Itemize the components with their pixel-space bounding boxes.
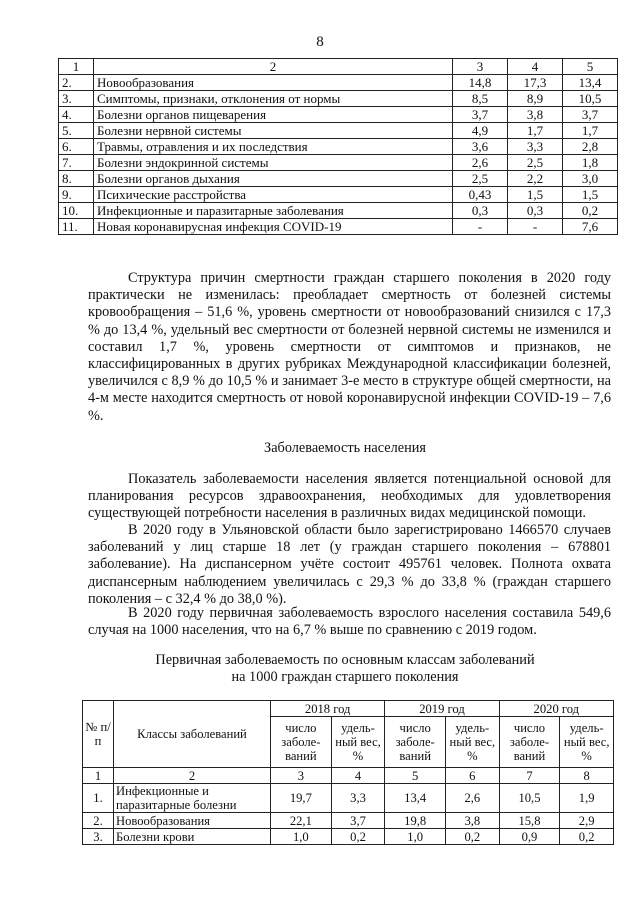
header-cell-share: удель-ный вес, % [331, 717, 385, 768]
header-cell-class: Классы заболеваний [114, 701, 271, 768]
cell: 6. [59, 139, 94, 155]
header-cell: 1 [59, 59, 94, 75]
cell: 22,1 [271, 813, 332, 829]
cell: 2,8 [563, 139, 618, 155]
table-row [59, 219, 618, 235]
cell: 17,3 [508, 75, 563, 91]
table-row [83, 829, 614, 845]
header-cell-share: удель-ный вес, % [560, 717, 614, 768]
cell: 1,8 [563, 155, 618, 171]
cell: 3,6 [453, 139, 508, 155]
cell: 15,8 [499, 813, 560, 829]
cell: 19,8 [385, 813, 446, 829]
cell: Новая коронавирусная инфекция COVID-19 [94, 219, 453, 235]
cell: 9. [59, 187, 94, 203]
cell: Болезни органов дыхания [94, 171, 453, 187]
cell: 6 [446, 768, 500, 784]
cell: 4. [59, 107, 94, 123]
table-row [59, 107, 618, 123]
cell: 8,9 [508, 91, 563, 107]
cell: 8. [59, 171, 94, 187]
cell: 2 [114, 768, 271, 784]
cell: 10,5 [563, 91, 618, 107]
cell: 7,6 [563, 219, 618, 235]
header-cell: 5 [563, 59, 618, 75]
cell: 3,7 [453, 107, 508, 123]
section-title: Заболеваемость населения [264, 440, 426, 456]
cell: Болезни нервной системы [94, 123, 453, 139]
cell: 0,2 [331, 829, 385, 845]
cell: 1 [83, 768, 114, 784]
table-row [59, 123, 618, 139]
cell: 1,0 [271, 829, 332, 845]
cell: 2,9 [560, 813, 614, 829]
header-cell: 4 [508, 59, 563, 75]
page-number: 8 [316, 34, 324, 50]
cell: 1,5 [508, 187, 563, 203]
cell: 1,7 [563, 123, 618, 139]
cell: 2,5 [453, 171, 508, 187]
cell: Симптомы, признаки, отклонения от нормы [94, 91, 453, 107]
cell: 13,4 [563, 75, 618, 91]
cell: 3. [59, 91, 94, 107]
cell: 11. [59, 219, 94, 235]
header-cell: 2 [94, 59, 453, 75]
cell: 1,9 [560, 784, 614, 813]
morbidity-table [82, 700, 614, 845]
paragraph-morbidity-stats: В 2020 году в Ульяновской области было зарегистрировано 1466570 случаев заболеваний у лиц старше 18 лет (у граждан старшего поколения – 678801 заболевание). На диспансерном учёте состоит 495761 человек. Полнота охвата диспансерным наблюдением увеличилась с 29,3 % до 33,8 % (граждан старшего поколения – с 32,4 % до 38,0 %). [88, 522, 611, 607]
cell: 2. [59, 75, 94, 91]
cell: 1,7 [508, 123, 563, 139]
cell: 5. [59, 123, 94, 139]
table-row [59, 171, 618, 187]
table-row [59, 155, 618, 171]
cell: 3,8 [446, 813, 500, 829]
header-cell-count: число заболе-ваний [271, 717, 332, 768]
cell: 2. [83, 813, 114, 829]
header-cell-count: число заболе-ваний [385, 717, 446, 768]
cell: 19,7 [271, 784, 332, 813]
table-row [83, 784, 614, 813]
cell: 0,2 [446, 829, 500, 845]
cell: 3 [271, 768, 332, 784]
cell: 5 [385, 768, 446, 784]
table-row [59, 75, 618, 91]
cell: 8 [560, 768, 614, 784]
table-row [59, 187, 618, 203]
table-header-row [83, 701, 614, 717]
cell: 3,7 [563, 107, 618, 123]
mortality-table [58, 58, 618, 235]
cell: 1,5 [563, 187, 618, 203]
cell: 3,7 [331, 813, 385, 829]
cell: 2,2 [508, 171, 563, 187]
cell: 10,5 [499, 784, 560, 813]
cell: Болезни органов пищеварения [94, 107, 453, 123]
cell: Болезни крови [114, 829, 271, 845]
cell: - [508, 219, 563, 235]
cell: Новообразования [114, 813, 271, 829]
paragraph-morbidity-intro: Показатель заболеваемости населения является потенциальной основой для планирования ресурсов здравоохранения, необходимых для удовлетворения существующей потребности населения в различных видах медицинской помощи. [88, 471, 611, 522]
cell: Болезни эндокринной системы [94, 155, 453, 171]
cell: Психические расстройства [94, 187, 453, 203]
cell: 2,6 [453, 155, 508, 171]
cell: 7. [59, 155, 94, 171]
cell: 0,3 [508, 203, 563, 219]
paragraph-primary-morbidity: В 2020 году первичная заболеваемость взрослого населения составила 549,6 случая на 1000 населения, что на 6,7 % выше по сравнению с 2019 годом. [88, 605, 611, 639]
cell: 0,9 [499, 829, 560, 845]
cell: 3,3 [331, 784, 385, 813]
cell: 8,5 [453, 91, 508, 107]
cell: 2,5 [508, 155, 563, 171]
header-cell-year: 2020 год [499, 701, 613, 717]
cell: Новообразования [94, 75, 453, 91]
header-cell: 3 [453, 59, 508, 75]
cell: 3. [83, 829, 114, 845]
table-title: Первичная заболеваемость по основным классам заболеваний [155, 652, 535, 668]
cell: 0,43 [453, 187, 508, 203]
cell: 4,9 [453, 123, 508, 139]
cell: 0,2 [560, 829, 614, 845]
cell: 3,3 [508, 139, 563, 155]
cell: 3,0 [563, 171, 618, 187]
cell: 2,6 [446, 784, 500, 813]
header-cell-year: 2019 год [385, 701, 499, 717]
table-index-row [83, 768, 614, 784]
table-row [59, 139, 618, 155]
header-cell-share: удель-ный вес, % [446, 717, 500, 768]
table-row [59, 91, 618, 107]
cell: 3,8 [508, 107, 563, 123]
cell: 1. [83, 784, 114, 813]
cell: 10. [59, 203, 94, 219]
cell: Травмы, отравления и их последствия [94, 139, 453, 155]
paragraph-mortality-structure: Структура причин смертности граждан старшего поколения в 2020 году практически не изменилась: преобладает смертность от болезней системы кровообращения – 51,6 %, уровень смертности от новообразований снизился с 17,3 % до 13,4 %, удельный вес смертности от болезней нервной системы не изменился и составил 1,7 %, уровень смертности от симптомов и признаков, не классифицированных в других рубриках Международной классификации болезней, увеличился с 8,9 % до 10,5 % и занимает 3-е место в структуре общей смертности, на 4-м месте находится смертность от новой коронавирусной инфекции COVID-19 – 7,6 %. [88, 270, 611, 424]
table-row [59, 203, 618, 219]
cell: 7 [499, 768, 560, 784]
cell: 0,3 [453, 203, 508, 219]
header-cell-count: число заболе-ваний [499, 717, 560, 768]
header-cell-year: 2018 год [271, 701, 385, 717]
cell: - [453, 219, 508, 235]
cell: 4 [331, 768, 385, 784]
table-subtitle: на 1000 граждан старшего поколения [231, 669, 459, 685]
cell: 14,8 [453, 75, 508, 91]
cell: Инфекционные и паразитарные болезни [114, 784, 271, 813]
cell: 1,0 [385, 829, 446, 845]
cell: 13,4 [385, 784, 446, 813]
table-header-row [59, 59, 618, 75]
cell: 0,2 [563, 203, 618, 219]
table-row [83, 813, 614, 829]
cell: Инфекционные и паразитарные заболевания [94, 203, 453, 219]
header-cell-num: № п/п [83, 701, 114, 768]
